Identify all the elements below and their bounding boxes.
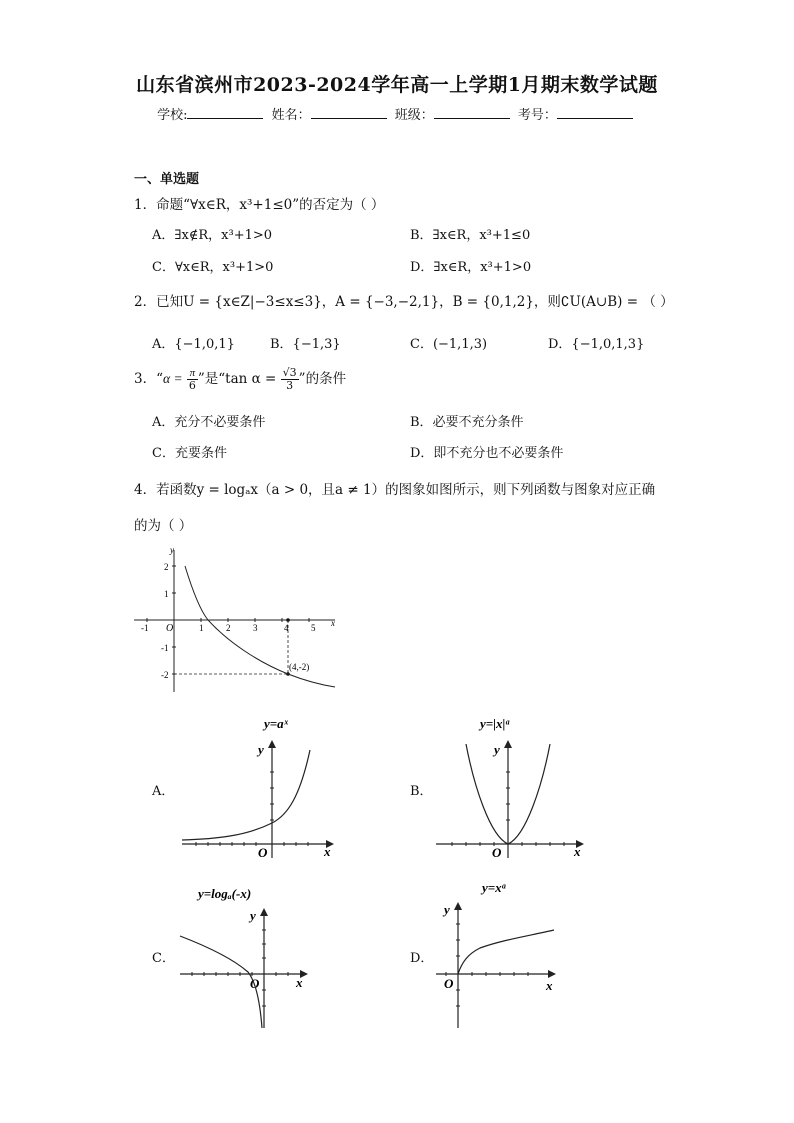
class-blank[interactable]: [434, 106, 510, 119]
y-label: y: [258, 742, 264, 757]
x-tick-2: 2: [226, 623, 231, 633]
q4-option-d-label[interactable]: D．: [410, 951, 434, 966]
origin-label: O: [444, 976, 454, 991]
q4-main-graph: [130, 544, 342, 694]
q2-option-c[interactable]: C．(−1,1,3): [410, 337, 488, 352]
q3-stem: [134, 367, 346, 392]
x-label: x: [574, 844, 581, 859]
y-label: y: [250, 908, 256, 923]
y-tick-1: 1: [164, 589, 169, 599]
exp-curve: [182, 750, 310, 840]
origin-label: O: [492, 845, 502, 860]
y-arrow-icon: [260, 908, 268, 916]
x-tick-5: 5: [311, 623, 316, 633]
x-label: x: [546, 978, 553, 993]
q2-option-b[interactable]: B．{−1,3}: [270, 337, 341, 352]
name-blank[interactable]: [311, 106, 387, 119]
name-label: 姓名：: [271, 108, 311, 123]
x-tick-4: 4: [284, 623, 289, 633]
y-label: y: [494, 742, 500, 757]
q1-option-d[interactable]: D．∃x∈R，x³+1>0: [410, 260, 532, 275]
option-c-title: y=logₐ(-x): [198, 886, 252, 901]
y-axis-label: y: [170, 545, 174, 555]
q2-option-d[interactable]: D．{−1,0,1,3}: [548, 337, 645, 352]
exam-no-blank[interactable]: [557, 106, 633, 119]
exam-title: 山东省滨州市2023-2024学年高一上学期1月期末数学试题: [136, 74, 658, 96]
origin-label: O: [258, 845, 268, 860]
ticks: [196, 772, 308, 846]
y-label: y: [444, 902, 450, 917]
q2-option-a[interactable]: A．{−1,0,1}: [152, 337, 235, 352]
q4-option-b-label[interactable]: B．: [410, 784, 433, 799]
q4-option-a-graph[interactable]: [176, 712, 340, 862]
q1-option-b[interactable]: B．∃x∈R，x³+1≤0: [410, 228, 531, 243]
x-tick-3: 3: [253, 623, 258, 633]
q4-option-c-graph[interactable]: [176, 878, 324, 1030]
school-label: 学校:: [157, 108, 188, 123]
x-axis-label: x: [331, 618, 335, 628]
school-blank[interactable]: [187, 106, 263, 119]
origin-label: O: [166, 623, 174, 634]
q3-suffix: ”的条件: [298, 371, 347, 387]
q1-option-c[interactable]: C．∀x∈R，x³+1>0: [152, 260, 274, 275]
x-arrow-icon: [548, 970, 556, 978]
q3-option-b[interactable]: B．必要不充分条件: [410, 415, 524, 430]
y-tick-2: 2: [164, 562, 169, 572]
q3-three: 3: [286, 379, 294, 392]
q3-option-d[interactable]: D．即不充分也不必要条件: [410, 446, 564, 461]
point-label: (4,-2): [289, 662, 310, 672]
x-tick-1: 1: [199, 623, 204, 633]
q2-stem: 2．已知U = {x∈Z|−3≤x≤3}，A = {−3,−2,1}，B = {0,1,2}，则∁U(A∪B) = （ ）: [134, 294, 674, 310]
q4-option-d-graph[interactable]: [432, 878, 566, 1030]
q1-option-a[interactable]: A．∃x∉R，x³+1>0: [152, 228, 273, 243]
origin-label: O: [250, 976, 260, 991]
q4-option-c-label[interactable]: C．: [152, 951, 175, 966]
q4-stem-line1: 4．若函数y = logₐx（a > 0，且a ≠ 1）的图象如图所示，则下列函数与图象对应正确: [134, 482, 656, 498]
y-tick-neg2: -2: [161, 670, 169, 680]
y-arrow-icon: [454, 902, 462, 910]
point-4-0: [286, 618, 290, 622]
exam-no-label: 考号：: [517, 108, 557, 123]
q3-sqrt3-over-3: [281, 367, 299, 392]
x-tick-neg1: -1: [141, 623, 149, 633]
q4-stem-line2: 的为（ ）: [134, 518, 193, 534]
q3-option-a[interactable]: A．充分不必要条件: [152, 415, 266, 430]
q3-pi: π: [187, 367, 198, 380]
q4-option-a-label[interactable]: A．: [152, 784, 175, 799]
option-a-title: y=aˣ: [264, 716, 289, 731]
option-b-title: y=|x|ᵃ: [480, 716, 510, 731]
ticks: [192, 930, 288, 1006]
class-label: 班级：: [394, 108, 434, 123]
y-arrow-icon: [268, 740, 276, 748]
x-label: x: [324, 844, 331, 859]
q3-pi-over-6: [187, 367, 198, 392]
option-d-title: y=xᵃ: [482, 880, 506, 895]
q1-stem: 1．命题“∀x∈R，x³+1≤0”的否定为（ ）: [134, 197, 385, 213]
power-curve: [458, 930, 554, 974]
q3-option-c[interactable]: C．充要条件: [152, 446, 227, 461]
x-label: x: [296, 975, 303, 990]
q3-six: 6: [188, 379, 196, 392]
q3-mid: ”是“tan α =: [197, 371, 277, 387]
section-title: 一、单选题: [134, 172, 200, 187]
q3-sqrt3: √3: [282, 366, 297, 379]
q3-alpha-eq: α =: [163, 371, 183, 386]
q4-option-b-graph[interactable]: [432, 712, 592, 862]
student-info-line: [0, 104, 794, 123]
q3-prefix: 3．“: [134, 371, 163, 387]
y-arrow-icon: [504, 740, 512, 748]
y-tick-neg1: -1: [161, 643, 169, 653]
